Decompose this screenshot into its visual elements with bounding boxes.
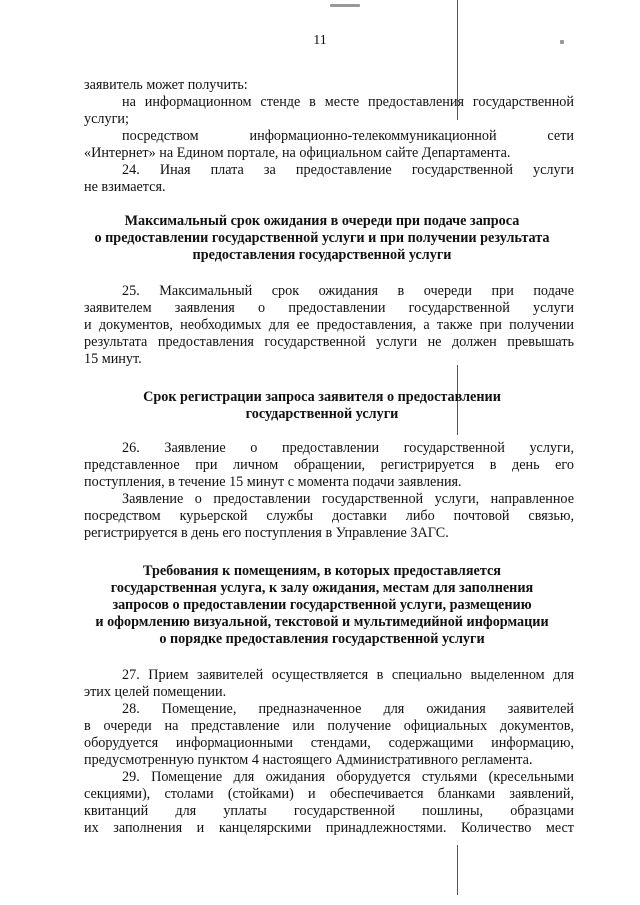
section-heading-line: государственной услуги [245, 406, 399, 422]
text-line: этих целей помещении. [84, 684, 227, 700]
text-line: регистрируется в день его поступления в Управление ЗАГС. [84, 525, 449, 541]
text-line: 25. Максимальный срок ожидания в очереди при подаче [122, 283, 574, 299]
scan-speck [560, 40, 564, 44]
section-heading-line: предоставления государственной услуги [192, 247, 452, 263]
scan-artifact-line [457, 845, 458, 895]
section-heading-line: Максимальный срок ожидания в очереди при подаче запроса [124, 213, 520, 229]
text-line: услуги; [84, 111, 129, 127]
text-line: в очереди на представление или получение официальных документов, [84, 718, 574, 734]
text-line: на информационном стенде в месте предоставления государственной [122, 94, 574, 110]
text-line: 24. Иная плата за предоставление государственной услуги [122, 162, 574, 178]
text-line: поступления, в течение 15 минут с момента подачи заявления. [84, 474, 462, 490]
text-line: 15 минут. [84, 351, 142, 367]
page-number: 11 [313, 33, 327, 48]
scan-speck [330, 4, 360, 7]
text-line: их заполнения и канцелярскими принадлежностями. Количество мест [84, 820, 574, 836]
text-line: представленное при личном обращении, регистрируется в день его [84, 457, 574, 473]
text-line: квитанций для уплаты государственной пошлины, образцами [84, 803, 574, 819]
section-heading-line: о предоставлении государственной услуги и при получении результата [94, 230, 550, 246]
text-line: 26. Заявление о предоставлении государственной услуги, [122, 440, 574, 456]
text-line: предусмотренную пунктом 4 настоящего Административного регламента. [84, 752, 533, 768]
text-line: не взимается. [84, 179, 166, 195]
text-line: результата предоставления государственной услуги не должен превышать [84, 334, 574, 350]
text-line: заявителем заявления о предоставлении государственной услуги [84, 300, 574, 316]
text-line: 28. Помещение, предназначенное для ожидания заявителей [122, 701, 574, 717]
text-line: оборудуется информационными стендами, содержащими информацию, [84, 735, 574, 751]
text-line: 27. Прием заявителей осуществляется в специально выделенном для [122, 667, 574, 683]
section-heading-line: о порядке предоставления государственной услуги [159, 631, 485, 647]
text-line: посредством курьерской службы доставки либо почтовой связью, [84, 508, 574, 524]
text-line: секциями), столами (стойками) и обеспечивается бланками заявлений, [84, 786, 574, 802]
section-heading-line: государственная услуга, к залу ожидания, местам для заполнения [110, 580, 534, 596]
text-line: Заявление о предоставлении государственной услуги, направленное [122, 491, 574, 507]
text-line: посредством информационно-телекоммуникационной сети [122, 128, 574, 144]
section-heading-line: Срок регистрации запроса заявителя о предоставлении [143, 389, 501, 405]
text-line: «Интернет» на Едином портале, на официальном сайте Департамента. [84, 145, 511, 161]
text-line: и документов, необходимых для ее предоставления, а также при получении [84, 317, 574, 333]
section-heading-line: и оформлению визуальной, текстовой и мультимедийной информации [95, 614, 549, 630]
section-heading-line: запросов о предоставлении государственной услуги, размещению [112, 597, 532, 613]
text-line: заявитель может получить: [84, 77, 248, 93]
section-heading-line: Требования к помещениям, в которых предоставляется [143, 563, 501, 579]
text-line: 29. Помещение для ожидания оборудуется стульями (кресельными [122, 769, 574, 785]
